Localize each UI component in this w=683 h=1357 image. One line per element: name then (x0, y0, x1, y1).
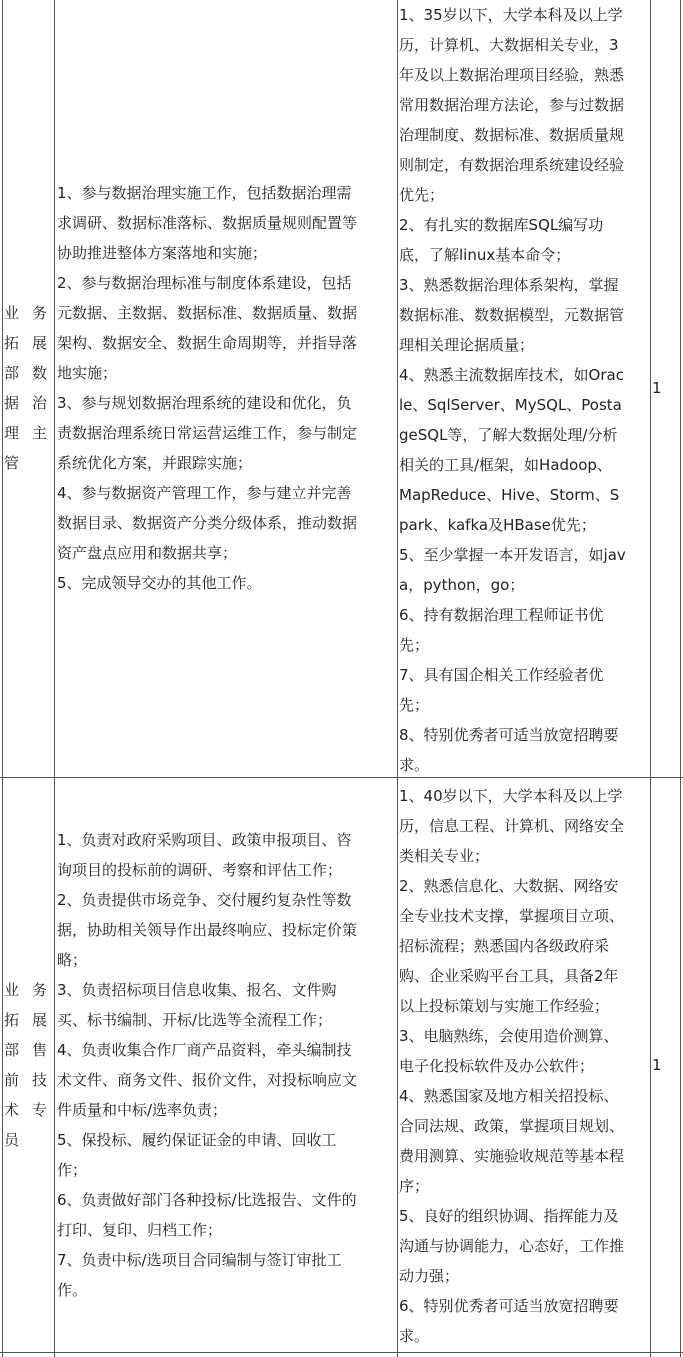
column-divider (397, 0, 398, 1357)
requirements-cell: 1、35岁以下，大学本科及以上学 历，计算机、大数据相关专业，3 年及以上数据治理项目经验，熟悉 常用数据治理方法论，参与过数据 治理制度、数据标准、数据质量规 则制定，有数据治理系统建设经验 优先； 2、有扎实的数据库SQL编写功 底，了解linux基本命令； 3、熟悉数据治理体系架构，掌握 数据标准、数数据模型，元数据管 理相关理论据质量； 4、熟悉主流数据库技术，如Orac le、SqlServer、MySQL、Posta geSQL等，了解大数据处理/分析 相关的工具/框架，如Hadoop、 MapReduce、Hive、Storm、S park、kafka及HBase优先； 5、至少掌握一本开发语言，如jav a，python，go； 6、持有数据治理工程师证书优 先； 7、具有国企相关工作经验者优 先； 8、特别优秀者可适当放宽招聘要 求。 (399, 6, 626, 774)
row-divider (0, 1352, 683, 1353)
headcount-cell: 1 (652, 379, 662, 397)
table-border-right (680, 0, 681, 1357)
requirements-cell: 1、40岁以下，大学本科及以上学 历，信息工程、计算机、网络安全 类相关专业； 2、熟悉信息化、大数据、网络安 全专业技术支撑，掌握项目立项、 招标流程；熟悉国内各级政府采 购、企业采购平台工具，具备2年 以上投标策划与实施工作经验； 3、电脑熟练，会使用造价测算、 电子化投标软件及办公软件； 4、熟悉国家及地方相关招投标、 合同法规、政策，掌握项目规划、 费用测算、实施验收规范等基本程 序； 5、良好的组织协调、指挥能力及 沟通与协调能力，心态好，工作推 动力强； 6、特别优秀者可适当放宽招聘要 求。 (399, 787, 625, 1345)
department-cell: 业 拓 部 前 术 员 (4, 981, 20, 1149)
column-divider (54, 0, 55, 1357)
duties-cell: 1、负责对政府采购项目、政策申报项目、咨 询项目的投标前的调研、考察和评估工作； 2、负责提供市场竞争、交付履约复杂性等数 据，协助相关领导作出最终响应、投标定价策 略； 3、负责招标项目信息收集、报名、文件购 买、标书编制、开标/比选等全流程工作； 4、负责收集合作厂商产品资料，牵头编制技 术文件、商务文件、报价文件，对投标响应文 件质量和中标/选率负责； 5、保投标、履约保证证金的申请、回收工 作； 6、负责做好部门各种投标/比选报告、文件的 打印、复印、归档工作； 7、负责中标/选项目合同编制与签订审批工 作。 (57, 831, 358, 1299)
headcount-cell: 1 (652, 1056, 662, 1074)
department-cell: 业 拓 部 据 理 管 (4, 304, 20, 472)
duties-cell: 1、参与数据治理实施工作，包括数据治理需 求调研、数据标准落标、数据质量规则配置等 协助推进整体方案落地和实施； 2、参与数据治理标准与制度体系建设，包括 元数据、主数据、数据标准、数据质量、数据 架构、数据安全、数据生命周期等，并指导落 地实施； 3、参与规划数据治理系统的建设和优化，负 责数据治理系统日常运营运维工作，参与制定 系统优化方案，并跟踪实施； 4、参与数据资产管理工作，参与建立并完善 数据目录、数据资产分类分级体系，推动数据 资产盘点应用和数据共享； 5、完成领导交办的其他工作。 (57, 184, 358, 592)
table-border-left (2, 0, 3, 1357)
column-divider (650, 0, 651, 1357)
position-cell: 务 展 数 治 主 (32, 304, 48, 442)
position-cell: 务 展 售 技 专 (32, 981, 48, 1119)
